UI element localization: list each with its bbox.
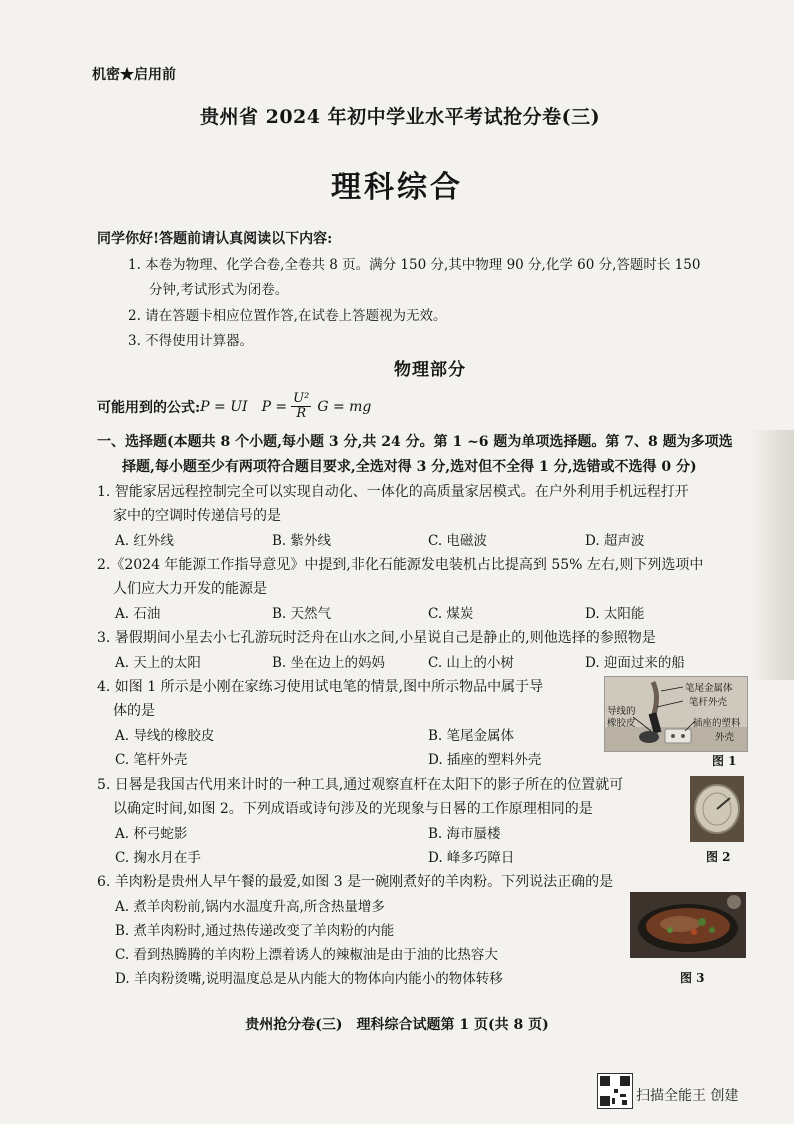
- formula-gravity: G = mg: [317, 398, 372, 415]
- instruction-item: 1. 本卷为物理、化学合卷,全卷共 8 页。满分 150 分,其中物理 90 分,化学 60 分,答题时长 150: [128, 257, 701, 273]
- option-a: A. 石油: [115, 606, 161, 622]
- question-text: 体的是: [113, 703, 155, 719]
- figure-1-caption: 图 1: [712, 754, 737, 768]
- option-d: D. 迎面过来的船: [585, 655, 685, 671]
- question-text: 4. 如图 1 所示是小刚在家练习使用试电笔的情景,图中所示物品中属于导: [97, 679, 544, 695]
- question-text: 1. 智能家居远程控制完全可以实现自动化、一体化的高质量家居模式。在户外利用手机远程打开: [97, 484, 689, 500]
- option-c: C. 看到热腾腾的羊肉粉上漂着诱人的辣椒油是由于油的比热容大: [115, 947, 498, 963]
- instructions-greeting: 同学你好!答题前请认真阅读以下内容:: [97, 231, 333, 247]
- option-a: A. 天上的太阳: [115, 655, 201, 671]
- option-c: C. 电磁波: [428, 533, 487, 549]
- option-c: C. 笔杆外壳: [115, 752, 188, 768]
- option-c: C. 山上的小树: [428, 655, 514, 671]
- figure-1-label: 橡胶皮: [607, 718, 636, 729]
- figure-3-mutton-noodle-photo: [630, 892, 746, 958]
- question-text: 3. 暑假期间小星去小七孔游玩时泛舟在山水之间,小星说自己是静止的,则他选择的参照物是: [97, 630, 656, 646]
- option-d: D. 插座的塑料外壳: [428, 752, 542, 768]
- sundial-illustration: [690, 776, 744, 842]
- question-text: 6. 羊肉粉是贵州人早午餐的最爱,如图 3 是一碗刚煮好的羊肉粉。下列说法正确的是: [97, 874, 614, 890]
- confidential-mark: 机密★启用前: [92, 67, 176, 83]
- question-text: 2.《2024 年能源工作指导意见》中提到,非化石能源发电装机占比提高到 55% 左右,则下列选项中: [97, 557, 704, 573]
- option-b: B. 煮羊肉粉时,通过热传递改变了羊肉粉的内能: [115, 923, 395, 939]
- formula-power-resistance-left: P =: [261, 398, 288, 415]
- option-d: D. 太阳能: [585, 606, 645, 622]
- option-c: C. 掬水月在手: [115, 850, 201, 866]
- option-c: C. 煤炭: [428, 606, 474, 622]
- qr-code-icon: [597, 1073, 633, 1109]
- question-text: 人们应大力开发的能源是: [113, 581, 267, 597]
- option-a: A. 红外线: [115, 533, 174, 549]
- figure-1-label: 笔尾金属体: [685, 683, 733, 694]
- section-title: 物理部分: [394, 360, 466, 380]
- option-b: B. 坐在边上的妈妈: [272, 655, 386, 671]
- noodle-bowl-illustration: [630, 892, 746, 958]
- formula-power: P = UI: [200, 398, 248, 415]
- question-text: 以确定时间,如图 2。下列成语或诗句涉及的光现象与日晷的工作原理相同的是: [113, 801, 593, 817]
- scan-shadow: [750, 430, 794, 680]
- figure-1-test-pen-photo: [604, 676, 748, 752]
- page-footer: 贵州抢分卷(三) 理科综合试题第 1 页(共 8 页): [245, 1017, 549, 1033]
- option-d: D. 超声波: [585, 533, 645, 549]
- formula-fraction: [291, 392, 311, 421]
- figure-1-label: 笔杆外壳: [689, 697, 728, 708]
- option-b: B. 笔尾金属体: [428, 728, 515, 744]
- instruction-item: 3. 不得使用计算器。: [128, 333, 254, 349]
- option-b: B. 海市蜃楼: [428, 826, 501, 842]
- option-a: A. 杯弓蛇影: [115, 826, 188, 842]
- figure-1-label: 插座的塑料: [693, 718, 741, 729]
- figure-1-label: 外壳: [715, 732, 735, 743]
- fraction-numerator: U²: [293, 391, 310, 406]
- question-text: 家中的空调时传递信号的是: [113, 508, 281, 524]
- fraction-denominator: R: [296, 406, 307, 421]
- option-d: D. 峰多巧障日: [428, 850, 515, 866]
- subject-title: 理科综合: [331, 170, 463, 205]
- option-b: B. 天然气: [272, 606, 332, 622]
- formula-label: 可能用到的公式:: [97, 399, 201, 416]
- part-heading: 一、选择题(本题共 8 个小题,每小题 3 分,共 24 分。第 1 ~6 题为单项选择题。第 7、8 题为多项选: [97, 434, 733, 450]
- exam-title: 贵州省 2024 年初中学业水平考试抢分卷(三): [200, 106, 601, 128]
- question-text: 5. 日晷是我国古代用来计时的一种工具,通过观察直杆在太阳下的影子所在的位置就可: [97, 777, 624, 793]
- option-b: B. 紫外线: [272, 533, 332, 549]
- instruction-item: 分钟,考试形式为闭卷。: [149, 282, 289, 298]
- option-a: A. 导线的橡胶皮: [115, 728, 215, 744]
- formula-line: [97, 392, 371, 421]
- figure-2-caption: 图 2: [706, 850, 731, 864]
- figure-1-label: 导线的: [607, 706, 636, 717]
- figure-2-sundial-photo: [690, 776, 744, 842]
- option-a: A. 煮羊肉粉前,锅内水温度升高,所含热量增多: [115, 899, 385, 915]
- scanner-watermark: 扫描全能王 创建: [636, 1088, 739, 1104]
- option-d: D. 羊肉粉烫嘴,说明温度总是从内能大的物体向内能小的物体转移: [115, 971, 503, 987]
- figure-3-caption: 图 3: [680, 971, 705, 985]
- instruction-item: 2. 请在答题卡相应位置作答,在试卷上答题视为无效。: [128, 308, 447, 324]
- part-heading: 择题,每小题至少有两项符合题目要求,全选对得 3 分,选对但不全得 1 分,选错或不选得 0 分): [122, 459, 697, 475]
